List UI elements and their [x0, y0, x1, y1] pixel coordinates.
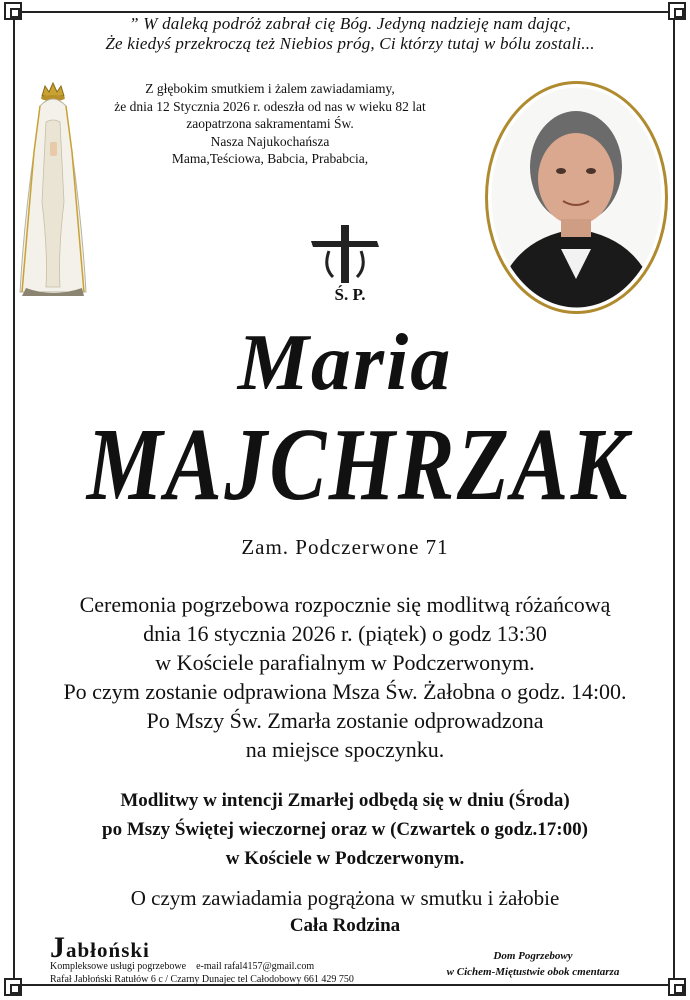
prayer-line: Modlitwy w intencji Zmarłej odbędą się w dniu (Środa) — [120, 790, 570, 811]
company-logo-text — [50, 931, 410, 964]
deceased-first-name: Maria — [237, 319, 453, 407]
closing-notice — [80, 885, 610, 939]
company-services: Kompleksowe usługi pogrzebowe — [50, 961, 187, 972]
ceremony-line: dnia 16 stycznia 2026 r. (piątek) o godz 13:30 — [143, 621, 547, 646]
prayer-details — [60, 786, 630, 873]
announcement-intro — [100, 80, 440, 168]
prayer-line: po Mszy Świętej wieczornej oraz w (Czwartek o godz.17:00) — [102, 819, 588, 840]
intro-line: Nasza Najukochańsza — [210, 133, 330, 149]
company-email: e-mail rafal4157@gmail.com — [196, 961, 315, 972]
company-logo-rest: abłoński — [66, 938, 150, 962]
quote-line: Że kiedyś przekroczą też Niebios próg, Ci którzy tutaj w bólu zostali... — [105, 34, 595, 53]
ceremony-line: na miejsce spoczynku. — [245, 737, 445, 762]
cross-icon — [309, 223, 381, 285]
family-signature: Cała Rodzina — [289, 915, 401, 936]
funeral-home-title: Dom Pogrzebowy — [493, 950, 573, 962]
corner-ornament — [668, 978, 686, 996]
intro-line: Z głębokim smutkiem i żalem zawiadamiamy, — [145, 81, 395, 96]
corner-ornament — [4, 2, 22, 20]
prayer-line: w Kościele w Podczerwonym. — [225, 848, 465, 869]
ceremony-line: Po Mszy Św. Zmarła zostanie odprowadzona — [146, 708, 544, 733]
sp-initials: Ś. P. — [334, 285, 366, 304]
quote-line: ” W daleką podróż zabrał cię Bóg. Jedyną nadzieję nam dając, — [129, 14, 571, 33]
funeral-home-info — [428, 948, 638, 980]
ceremony-line: Po czym zostanie odprawiona Msza Św. Żałobna o godz. 14:00. — [63, 679, 627, 704]
ceremony-line: Ceremonia pogrzebowa rozpocznie się modlitwą różańcową — [79, 592, 611, 617]
ceremony-details — [20, 590, 670, 764]
company-services-line — [50, 960, 410, 973]
opening-quote — [40, 14, 660, 54]
closing-line: O czym zawiadamia pogrążona w smutku i żałobie — [130, 886, 560, 910]
intro-line: że dnia 12 Stycznia 2026 r. odeszła od nas w wieku 82 lat — [114, 98, 426, 114]
corner-ornament — [668, 2, 686, 20]
intro-line: Mama,Teściowa, Babcia, Prababcia, — [171, 151, 369, 166]
funeral-company-info — [50, 931, 410, 986]
residence-address: Zam. Podczerwone 71 — [241, 535, 449, 559]
funeral-home-location: w Cichem-Miętustwie obok cmentarza — [446, 966, 620, 978]
company-address: Rafał Jabłoński Ratułów 6 c / Czarny Dunajec tel Całodobowy 661 429 750 — [50, 974, 354, 985]
corner-ornament — [4, 978, 22, 996]
deceased-last-name: MAJCHRZAK — [86, 407, 631, 522]
company-logo-initial: J — [50, 931, 66, 964]
virgin-mary-statue-image — [12, 82, 94, 300]
deceased-portrait-photo — [483, 79, 670, 316]
ceremony-line: w Kościele parafialnym w Podczerwonym. — [155, 650, 535, 675]
intro-line: zaopatrzona sakramentami Św. — [186, 116, 354, 131]
